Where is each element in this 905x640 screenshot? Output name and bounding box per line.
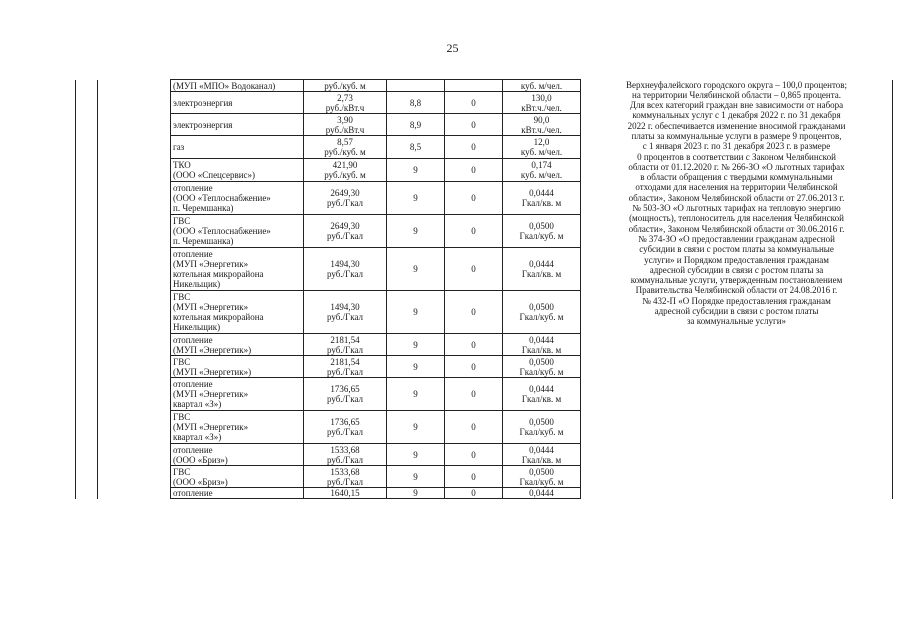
note-line: на территории Челябинской области – 0,865 процента. [632,89,841,100]
page-number: 25 [446,41,459,55]
value-cell: 0 [445,248,503,291]
cell-text: газ [173,142,185,152]
cell-text: руб./кВт.ч [325,124,365,135]
value-cell: 9 [387,378,445,411]
cell-text: отопление [173,249,213,259]
cell-text: 0,0444 [529,188,554,198]
value-cell: 0 [445,488,503,499]
value-cell: 9 [387,488,445,499]
cell-text: Никельщик) [173,322,221,332]
value-cell: 0 [445,136,503,159]
spacer-cell [98,248,171,291]
spacer-cell [98,411,171,444]
norm-cell [503,248,581,291]
norm-cell [503,488,581,499]
service-name-cell [171,182,304,215]
cell-text: (МУП «Энергетик») [173,366,252,377]
cell-text: 0,0500 [529,302,554,312]
norm-cell [503,215,581,248]
cell-text: отопление [173,488,213,498]
cell-text: 0,0500 [529,221,554,231]
note-line: 2022 г. обеспечивается изменение вносимой гражданами [627,120,846,131]
note-line: № 503-ЗО «О льготных тарифах на тепловую энергию [632,203,841,214]
service-name-cell [171,159,304,182]
note-line: в области обращения с твердыми коммунальными [640,172,833,183]
norm-cell [503,444,581,466]
spacer-cell [76,466,98,488]
service-name-cell [171,444,304,466]
value-cell: 9 [387,248,445,291]
cell-text: 0,0500 [529,417,554,427]
tariff-cell [304,488,387,499]
cell-text: кВт.ч./чел. [521,124,562,135]
tariff-cell [304,466,387,488]
value-cell: 9 [387,411,445,444]
norm-cell [503,291,581,334]
tariff-cell [304,356,387,378]
cell-text: 421,90 [332,160,358,170]
spacer-cell [98,466,171,488]
cell-text: электроэнергия [173,119,233,130]
cell-text: (МУП «Энергетик» [173,389,249,399]
cell-text: котельная микрорайона [173,312,264,322]
value-cell: 0 [445,92,503,114]
cell-text: 2,73 [337,92,353,103]
cell-text: электроэнергия [173,97,233,108]
tariff-cell [304,378,387,411]
spacer-cell [98,444,171,466]
spacer-cell [98,356,171,378]
cell-text: Гкал/кв. м [521,269,562,279]
cell-text: 0,0444 [529,259,554,269]
service-name-cell [171,80,304,92]
tariff-cell [304,291,387,334]
norm-cell [503,114,581,136]
value-cell: 9 [387,444,445,466]
note-line: (мощность), теплоноситель для населения Челябинской [629,213,844,224]
cell-text: Гкал/кв. м [521,394,562,404]
spacer-cell [98,114,171,136]
value-cell: 9 [387,466,445,488]
note-line: адресной субсидии в связи с ростом платы [654,306,819,317]
value-cell: 8,8 [387,92,445,114]
cell-text: 130,0 [531,92,552,103]
cell-text: руб./Гкал [326,231,364,241]
table-body [76,80,893,499]
spacer-cell [98,291,171,334]
norm-cell [503,334,581,356]
cell-text: 2181,54 [330,356,360,367]
cell-text: котельная микрорайона [173,269,264,279]
spacer-cell [76,444,98,466]
note-line: № 374-ЗО «О предоставлении гражданам адресной [638,233,835,244]
cell-text: 8,57 [337,137,353,147]
value-cell: 8,5 [387,136,445,159]
tariff-cell [304,136,387,159]
cell-text: ГВС [173,356,191,367]
cell-text: Гкал/куб. м [519,312,564,322]
tariff-cell [304,92,387,114]
value-cell: 9 [387,356,445,378]
cell-text: руб./кВт.ч [325,102,365,113]
value-cell: 0 [445,356,503,378]
cell-text: (ООО «Теплоснабжение» [173,226,271,236]
spacer-cell [76,488,98,499]
norm-cell [503,466,581,488]
cell-text: 2649,30 [330,221,360,231]
cell-text: руб./Гкал [326,427,364,437]
cell-text: 0,0444 [529,444,554,455]
spacer-cell [76,334,98,356]
cell-text: (ООО «Спецсервис») [173,170,256,180]
cell-text: (МУП «МПО» Водоканал) [173,80,276,91]
tariff-table [75,79,893,499]
cell-text: отопление [173,379,213,389]
spacer-cell [98,80,171,92]
spacer-cell [76,159,98,182]
value-cell: 9 [387,159,445,182]
cell-text: Гкал/куб. м [519,231,564,241]
service-name-cell [171,136,304,159]
cell-text: квартал «З») [173,432,222,442]
cell-text: 2181,54 [330,334,360,345]
note-line: Для всех категорий граждан вне зависимости от набора [629,100,844,111]
cell-text: (МУП «Энергетик» [173,422,249,432]
spacer-cell [98,488,171,499]
note-line: отходами для населения на территории Челябинской [635,182,838,193]
cell-text: ГВС [173,466,191,477]
cell-text: п. Черемшанка) [173,236,234,246]
service-name-cell [171,488,304,499]
spacer-cell [76,248,98,291]
cell-text: 3,90 [337,114,353,125]
cell-text: 0,0500 [529,466,554,477]
tariff-cell [304,215,387,248]
cell-text: (МУП «Энергетик» [173,302,249,312]
service-name-cell [171,215,304,248]
cell-text: руб./Гкал [326,366,364,377]
cell-text: 1533,68 [330,466,360,477]
cell-text: Гкал/кв. м [521,198,562,208]
cell-text: руб./Гкал [326,394,364,404]
norm-cell [503,136,581,159]
spacer-cell [98,334,171,356]
value-cell: 0 [445,114,503,136]
norm-cell [503,378,581,411]
tariff-cell [304,114,387,136]
cell-text: 0,0500 [529,356,554,367]
cell-text: ГВС [173,216,191,226]
value-cell: 9 [387,182,445,215]
cell-text: ГВС [173,292,191,302]
cell-text: куб. м/чел. [520,80,563,91]
cell-text: 1736,65 [330,384,360,394]
cell-text: руб./Гкал [326,344,364,355]
cell-text: отопление [173,334,213,345]
spacer-cell [98,136,171,159]
value-cell: 0 [445,182,503,215]
cell-text: 12,0 [533,137,550,147]
value-cell: 9 [387,334,445,356]
note-line: № 432-П «О Порядке предоставления гражданам [642,295,831,306]
service-name-cell [171,291,304,334]
note-line: адресной субсидии в связи с ростом платы за [649,264,824,275]
value-cell: 0 [445,291,503,334]
note-line: Верхнеуфалейского городского округа – 100,0 процентов; [625,79,848,90]
value-cell [387,80,445,92]
cell-text: Гкал/куб. м [519,476,564,487]
cell-text: Никельщик) [173,279,221,289]
cell-text: (МУП «Энергетик» [173,259,249,269]
spacer-cell [76,215,98,248]
note-line: коммунальные услуги, утвержденным постановлением [630,275,843,286]
cell-text: ТКО [173,160,191,170]
value-cell: 0 [445,444,503,466]
spacer-cell [76,182,98,215]
cell-text: 2649,30 [330,188,360,198]
tariff-cell [304,334,387,356]
note-line: области от 01.12.2020 г. № 266-ЗО «О льготных тарифах [628,161,845,172]
note-line: Правительства Челябинской области от 24.08.2016 г. [635,285,838,296]
cell-text: 90,0 [533,114,550,125]
cell-text: Гкал/кв. м [521,344,562,355]
cell-text: 1736,65 [330,417,360,427]
service-name-cell [171,114,304,136]
cell-text: (МУП «Энергетик») [173,344,252,355]
spacer-cell [98,159,171,182]
cell-text: (ООО «Бриз») [173,476,228,487]
cell-text: руб./куб. м [324,80,366,91]
cell-text: (ООО «Теплоснабжение» [173,193,271,203]
cell-text: 0,0444 [529,334,554,345]
cell-text: руб./куб. м [324,147,366,157]
spacer-cell [98,182,171,215]
service-name-cell [171,378,304,411]
value-cell: 0 [445,215,503,248]
spacer-cell [76,114,98,136]
spacer-cell [98,92,171,114]
value-cell: 8,9 [387,114,445,136]
spacer-cell [98,378,171,411]
value-cell: 0 [445,334,503,356]
cell-text: отопление [173,444,213,455]
cell-text: куб. м/чел. [520,170,563,180]
tariff-cell [304,182,387,215]
note-line: с 1 января 2023 г. по 31 декабря 2023 г. в размере [642,141,831,152]
table-row [76,80,893,92]
value-cell: 9 [387,291,445,334]
tariff-cell [304,411,387,444]
note-line: области», Законом Челябинской области от 30.06.2016 г. [628,223,845,234]
spacer-cell [76,411,98,444]
cell-text: 0,0444 [529,488,554,498]
service-name-cell [171,248,304,291]
spacer-cell [76,291,98,334]
norm-cell [503,356,581,378]
cell-text: руб./Гкал [326,269,364,279]
tariff-cell [304,444,387,466]
note-line: за коммунальные услуги» [686,316,787,327]
spacer-cell [76,136,98,159]
cell-text: куб. м/чел. [520,147,563,157]
value-cell: 0 [445,411,503,444]
cell-text: 1533,68 [330,444,360,455]
value-cell: 0 [445,466,503,488]
cell-text: 0,174 [531,160,552,170]
service-name-cell [171,356,304,378]
spacer-cell [76,356,98,378]
cell-text: руб./куб. м [324,170,366,180]
spacer-cell [76,92,98,114]
norm-cell [503,182,581,215]
cell-text: Гкал/куб. м [519,427,564,437]
cell-text: 1494,30 [330,302,360,312]
note-line: платы за коммунальные услуги в размере 9 процентов, [631,130,842,141]
value-cell: 0 [445,378,503,411]
note-line: субсидии в связи с ростом платы за коммунальные [639,244,834,255]
spacer-cell [76,80,98,92]
note-line: услуги» и Порядком предоставления гражданам [644,254,829,265]
spacer-cell [98,215,171,248]
cell-text: Гкал/кв. м [521,454,562,465]
cell-text: п. Черемшанка) [173,203,234,213]
tariff-cell [304,159,387,182]
cell-text: квартал «З») [173,399,222,409]
value-cell: 0 [445,159,503,182]
norm-cell [503,92,581,114]
cell-text: отопление [173,183,213,193]
cell-text: (ООО «Бриз») [173,454,228,465]
service-name-cell [171,92,304,114]
norm-cell [503,411,581,444]
tariff-cell [304,80,387,92]
norm-cell [503,159,581,182]
service-name-cell [171,334,304,356]
cell-text: кВт.ч./чел. [521,102,562,113]
cell-text: руб./Гкал [326,454,364,465]
note-line: коммунальных услуг с 1 декабря 2022 г. по 31 декабря [632,110,841,121]
service-name-cell [171,411,304,444]
cell-text: 1494,30 [330,259,360,269]
note-line: 0 процентов в соответствии с Законом Челябинской [637,151,836,162]
cell-text: 0,0444 [529,384,554,394]
value-cell [445,80,503,92]
cell-text: Гкал/куб. м [519,366,564,377]
tariff-cell [304,248,387,291]
service-name-cell [171,466,304,488]
value-cell: 9 [387,215,445,248]
cell-text: руб./Гкал [326,198,364,208]
norm-cell [503,80,581,92]
cell-text: руб./Гкал [326,312,364,322]
note-line: области», Законом Челябинской области от 27.06.2013 г. [628,192,845,203]
spacer-cell [76,378,98,411]
cell-text: руб./Гкал [326,476,364,487]
legal-note-cell [581,80,893,499]
cell-text: ГВС [173,412,191,422]
cell-text: 1640,15 [330,488,360,498]
